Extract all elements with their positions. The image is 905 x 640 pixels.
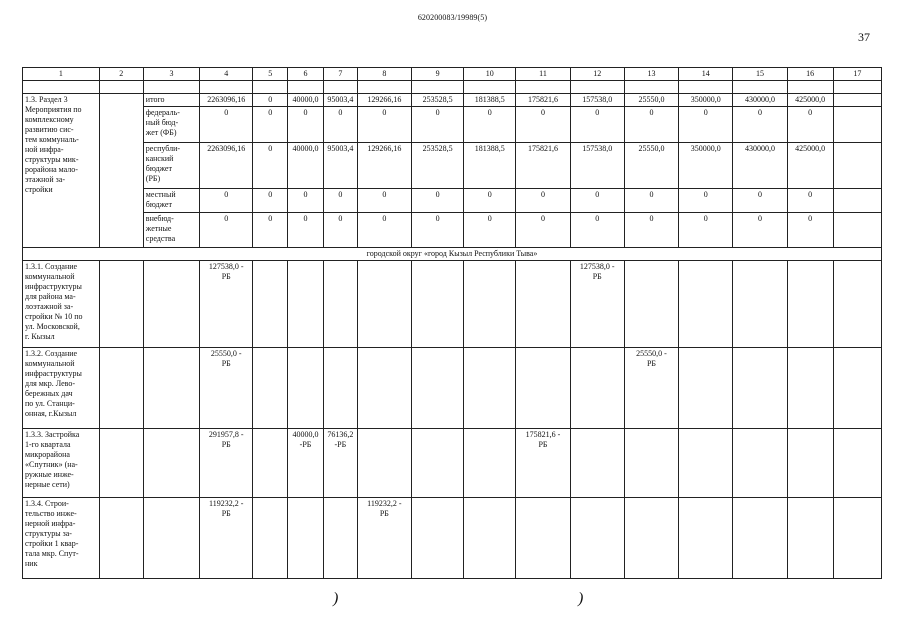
amount-cell: 0 [411, 213, 463, 248]
item-cell [99, 348, 143, 429]
empty-cell [833, 143, 881, 189]
amount-cell: 0 [570, 107, 624, 143]
amount-cell: 0 [253, 107, 288, 143]
item-cell: 291957,8 - РБ [200, 429, 253, 498]
spacer-cell [570, 81, 624, 94]
spacer-cell [516, 81, 570, 94]
item-cell: 25550,0 - РБ [200, 348, 253, 429]
amount-cell: 425000,0 [787, 143, 833, 189]
amount-cell: 25550,0 [624, 143, 678, 189]
amount-cell: 25550,0 [624, 94, 678, 107]
amount-cell: 0 [516, 107, 570, 143]
item-cell [833, 348, 881, 429]
column-header: 1 [23, 68, 100, 81]
spacer-cell [200, 81, 253, 94]
funding-source: внебюд- жетные средства [143, 213, 199, 248]
funding-source: итого [143, 94, 199, 107]
spacer-cell [99, 81, 143, 94]
item-name: 1.3.2. Создание коммунальной инфраструктуры для мкр. Лево- бережных дач по ул. Станци- онная, г.Кызыл [23, 348, 100, 429]
amount-cell: 0 [624, 213, 678, 248]
section-row [23, 107, 882, 143]
item-cell [357, 429, 411, 498]
amount-cell: 0 [624, 107, 678, 143]
column-header: 11 [516, 68, 570, 81]
item-cell [733, 429, 787, 498]
amount-cell: 95003,4 [323, 143, 357, 189]
item-cell [464, 348, 516, 429]
amount-cell: 350000,0 [679, 143, 733, 189]
item-cell: 119232,2 - РБ [200, 498, 253, 579]
amount-cell: 0 [464, 107, 516, 143]
column-header: 14 [679, 68, 733, 81]
amount-cell: 40000,0 [288, 143, 324, 189]
section-row [23, 189, 882, 213]
item-cell [787, 498, 833, 579]
column-header: 2 [99, 68, 143, 81]
item-cell [411, 429, 463, 498]
spacer-cell [357, 81, 411, 94]
item-cell [733, 261, 787, 348]
item-name: 1.3.3. Застройка 1-го квартала микрорайона «Спутник» (на- ружные инже- нерные сети) [23, 429, 100, 498]
column-header: 4 [200, 68, 253, 81]
amount-cell: 253528,5 [411, 94, 463, 107]
item-cell [357, 348, 411, 429]
item-cell [516, 348, 570, 429]
item-cell [288, 498, 324, 579]
amount-cell: 0 [679, 107, 733, 143]
header-row [23, 68, 882, 81]
amount-cell: 157538,0 [570, 94, 624, 107]
column-header: 12 [570, 68, 624, 81]
spacer-cell [411, 81, 463, 94]
amount-cell: 430000,0 [733, 143, 787, 189]
item-cell [253, 429, 288, 498]
handwritten-mark: ) [578, 590, 584, 607]
amount-cell: 0 [253, 94, 288, 107]
amount-cell: 181388,5 [464, 143, 516, 189]
amount-cell: 2263096,16 [200, 143, 253, 189]
item-cell [570, 429, 624, 498]
budget-table [22, 67, 882, 579]
amount-cell: 40000,0 [288, 94, 324, 107]
column-header: 7 [323, 68, 357, 81]
amount-cell: 0 [733, 213, 787, 248]
item-cell [357, 261, 411, 348]
amount-cell: 0 [411, 107, 463, 143]
item-cell [787, 348, 833, 429]
item-cell [624, 498, 678, 579]
item-cell [787, 261, 833, 348]
amount-cell: 175821,6 [516, 143, 570, 189]
column-header: 10 [464, 68, 516, 81]
item-cell [833, 498, 881, 579]
funding-source: федераль- ный бюд- жет (ФБ) [143, 107, 199, 143]
item-name: 1.3.4. Строи- тельство инже- нерной инфра- структуры за- стройки 1 квар- тала мкр. Спут- ник [23, 498, 100, 579]
item-row [23, 429, 882, 498]
spacer-cell [624, 81, 678, 94]
item-cell [411, 261, 463, 348]
item-cell [570, 348, 624, 429]
empty-cell [833, 107, 881, 143]
empty-cell [99, 94, 143, 248]
item-row [23, 348, 882, 429]
amount-cell: 0 [357, 213, 411, 248]
item-cell [833, 261, 881, 348]
spacer-cell [253, 81, 288, 94]
amount-cell: 0 [288, 107, 324, 143]
amount-cell: 0 [200, 213, 253, 248]
funding-source: республи- канский бюджет (РБ) [143, 143, 199, 189]
item-cell [516, 261, 570, 348]
item-cell: 40000,0 -РБ [288, 429, 324, 498]
spacer-cell [679, 81, 733, 94]
amount-cell: 0 [464, 189, 516, 213]
column-header: 15 [733, 68, 787, 81]
amount-cell: 0 [323, 213, 357, 248]
item-cell [679, 429, 733, 498]
item-cell [833, 429, 881, 498]
amount-cell: 0 [323, 107, 357, 143]
amount-cell: 0 [323, 189, 357, 213]
column-header: 17 [833, 68, 881, 81]
item-cell [787, 429, 833, 498]
amount-cell: 0 [570, 189, 624, 213]
item-cell: 127538,0 - РБ [570, 261, 624, 348]
item-cell: 76136,2 -РБ [323, 429, 357, 498]
item-cell [253, 261, 288, 348]
amount-cell: 175821,6 [516, 94, 570, 107]
amount-cell: 0 [357, 189, 411, 213]
handwritten-mark: ) [333, 590, 339, 607]
item-cell [253, 498, 288, 579]
item-cell [411, 498, 463, 579]
column-header: 5 [253, 68, 288, 81]
amount-cell: 0 [200, 107, 253, 143]
amount-cell: 181388,5 [464, 94, 516, 107]
item-cell [323, 498, 357, 579]
spacer-cell [464, 81, 516, 94]
amount-cell: 430000,0 [733, 94, 787, 107]
spacer-cell [733, 81, 787, 94]
amount-cell: 425000,0 [787, 94, 833, 107]
region-title: городской округ «город Кызыл Республики Тыва» [23, 248, 882, 261]
section-row [23, 94, 882, 107]
section-row [23, 213, 882, 248]
amount-cell: 0 [200, 189, 253, 213]
item-cell [464, 498, 516, 579]
column-header: 13 [624, 68, 678, 81]
spacer-cell [833, 81, 881, 94]
amount-cell: 0 [787, 213, 833, 248]
funding-source: местный бюджет [143, 189, 199, 213]
item-cell [733, 348, 787, 429]
amount-cell: 0 [516, 213, 570, 248]
item-cell [288, 261, 324, 348]
amount-cell: 2263096,16 [200, 94, 253, 107]
column-header: 9 [411, 68, 463, 81]
item-cell [143, 498, 199, 579]
item-cell [516, 498, 570, 579]
amount-cell: 0 [357, 107, 411, 143]
amount-cell: 0 [516, 189, 570, 213]
item-cell [624, 429, 678, 498]
section-title: 1.3. Раздел 3 Мероприятия по комплексному развитию сис- тем коммуналь- ной инфра- структуры мик- рорайона мало- этажной за- стройки [23, 94, 100, 248]
item-cell: 25550,0 - РБ [624, 348, 678, 429]
item-cell [323, 261, 357, 348]
amount-cell: 157538,0 [570, 143, 624, 189]
spacer-cell [787, 81, 833, 94]
amount-cell: 0 [733, 107, 787, 143]
item-cell [733, 498, 787, 579]
amount-cell: 253528,5 [411, 143, 463, 189]
item-cell [679, 261, 733, 348]
amount-cell: 0 [570, 213, 624, 248]
item-cell: 127538,0 - РБ [200, 261, 253, 348]
spacer-cell [23, 81, 100, 94]
amount-cell: 129266,16 [357, 143, 411, 189]
document-id: 620200083/19989(5) [417, 13, 488, 22]
amount-cell: 0 [253, 189, 288, 213]
amount-cell: 0 [679, 213, 733, 248]
item-cell [570, 498, 624, 579]
amount-cell: 350000,0 [679, 94, 733, 107]
page-number: 37 [858, 30, 870, 44]
section-row [23, 143, 882, 189]
empty-cell [833, 189, 881, 213]
item-cell [288, 348, 324, 429]
amount-cell: 0 [253, 143, 288, 189]
item-cell [411, 348, 463, 429]
amount-cell: 95003,4 [323, 94, 357, 107]
amount-cell: 0 [288, 213, 324, 248]
item-cell [464, 429, 516, 498]
amount-cell: 129266,16 [357, 94, 411, 107]
item-cell [679, 348, 733, 429]
item-cell: 175821,6 - РБ [516, 429, 570, 498]
item-cell [99, 498, 143, 579]
empty-cell [833, 213, 881, 248]
amount-cell: 0 [787, 107, 833, 143]
column-header: 16 [787, 68, 833, 81]
item-cell [99, 261, 143, 348]
amount-cell: 0 [733, 189, 787, 213]
spacer-cell [323, 81, 357, 94]
column-header: 8 [357, 68, 411, 81]
item-name: 1.3.1. Создание коммунальной инфраструктуры для района ма- лоэтажной за- стройки № 10 по ул. Московской, г. Кызыл [23, 261, 100, 348]
item-cell [99, 429, 143, 498]
spacer-cell [288, 81, 324, 94]
item-row [23, 261, 882, 348]
amount-cell: 0 [253, 213, 288, 248]
item-cell: 119232,2 - РБ [357, 498, 411, 579]
item-cell [253, 348, 288, 429]
item-cell [143, 429, 199, 498]
item-cell [679, 498, 733, 579]
amount-cell: 0 [624, 189, 678, 213]
amount-cell: 0 [411, 189, 463, 213]
empty-cell [833, 94, 881, 107]
amount-cell: 0 [288, 189, 324, 213]
item-row [23, 498, 882, 579]
item-cell [624, 261, 678, 348]
item-cell [143, 348, 199, 429]
amount-cell: 0 [787, 189, 833, 213]
item-cell [464, 261, 516, 348]
column-header: 6 [288, 68, 324, 81]
amount-cell: 0 [679, 189, 733, 213]
item-cell [323, 348, 357, 429]
item-cell [143, 261, 199, 348]
spacer-cell [143, 81, 199, 94]
column-header: 3 [143, 68, 199, 81]
amount-cell: 0 [464, 213, 516, 248]
